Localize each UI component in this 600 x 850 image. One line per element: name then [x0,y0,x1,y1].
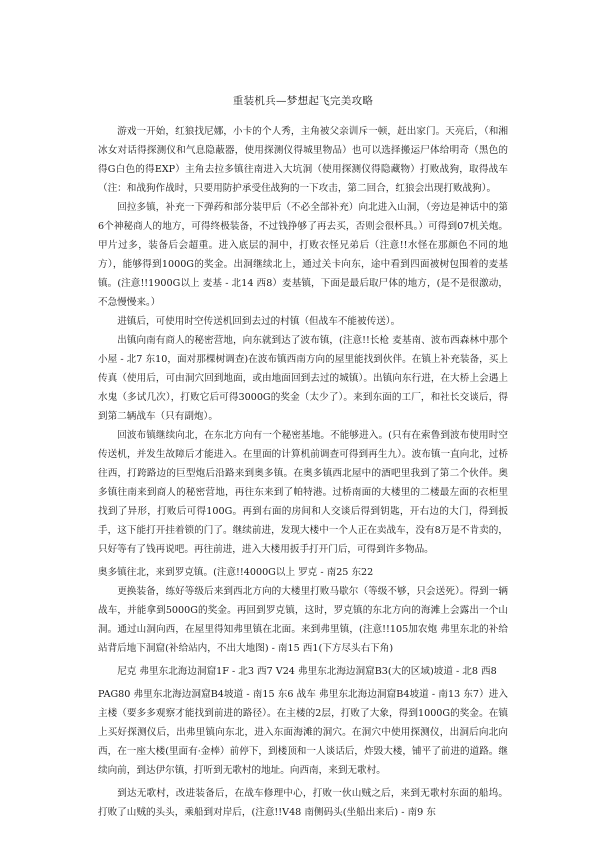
paragraph-wuge-village: 到达无歌村，改进装备后，在战车修理中心，打败一伙山贼之后，来到无歌村东面的船坞。打败了山贼的头头，乘船到对岸后，(注意!!V48 南侧码头(坐船出来后) - 南9 东 [98,788,508,818]
paragraph-teleporter: 进镇后，可使用时空传送机回到去过的村镇（但战车不能被传送）。 [117,316,401,327]
paragraph-rock-town: 奥多镇往北，来到罗克镇。(注意!!4000G以上 罗克 - 南25 东22 [98,567,374,578]
document-title: 重装机兵—梦想起飞完美攻略 [232,95,374,107]
paragraph-nick-cave: 尼克 弗里东北海边洞窟1F - 北3 西7 V24 弗里东北海边洞窟B3(大的区域)坡道 - 北8 西8 [117,666,497,677]
paragraph-bobu-town: 出镇向南有商人的秘密营地，向东就到达了波布镇，(注意!!长枪 麦基南、波布西森林中那个小屋 - 北7 东10，面对那棵树调查)在波布镇西南方向的屋里能找到伙伴。在镇上补充装备，买上传真（使用后，可由洞穴回到地面，或由地面回到去过的城镇）。出镇向东行进，在大桥上会遇上水鬼（多试几次），打败它后可得3000G的奖金（太少了）。来到东面的工厂，和社长交谈后，得到第二辆战车（只有副炮）。 [98,335,508,422]
paragraph-opening: 游戏一开始，红狼找尼娜，小卡的个人秀，主角被父亲训斥一顿，赶出家门。天亮后，（和湘冰女对话得探测仪和气息隐蔽器，使用探测仪得城里物品）也可以选择搬运尸体给明奇（黑色的得G白色的得EXP）主角去拉多镇往南进入大坑洞（使用探测仪得隐藏物）打败战狗，取得战车（注：和战狗作战时，只要用防护承受住战狗的一下攻击，第二回合，红狼会出现打败战狗）。 [98,126,508,194]
paragraph-pag80: PAG80 弗里东北海边洞窟B4坡道 - 南15 东6 战车 弗里东北海边洞窟B4坡道 - 南13 东7）进入主楼（要多多观察才能找到前进的路径）。在主楼的2层，打败了大象，得到1000G的奖金。在镇上买好探测仪后，出弗里镇向东北，进入东面海滩的洞穴。在洞穴中使用探测仪，出洞后向北向西，在一座大楼(里面有·金棒）前停下，到楼顶和一人谈话后，炸毁大楼，铺平了前进的道路。继续向前，到达伊尔镇，打听到无歌村的地址。向西南，来到无歌村。 [98,689,508,776]
paragraph-marshall: 更换装备，练好等级后来到西北方向的大楼里打败马歇尔（等级不够，只会送死）。得到一辆战车，并能拿到5000G的奖金。再回到罗克镇，这时，罗克镇的东北方向的海滩上会露出一个山洞。通过山洞向西，在屋里得知弗里镇在北面。来到弗里镇，(注意!!105加农炮 弗里东北的补给站背后地下洞窟(补给站内，不出大地图) - 南15 西1(下方尽头右下角) [98,586,508,654]
paragraph-rado-cave: 回拉多镇，补充一下弹药和部分装甲后（不必全部补充）向北进入山洞，（旁边是神话中的第6个神秘商人的地方，可得终极装备，不过钱挣够了再去买，否则会很杯具。）可得到07机关炮。甲片过多，装备后会超重。进入底层的洞中，打败衣怪兄弟后（注意!!水怪在那颜色不同的地方），能够得到1000G的奖金。出洞继续北上，通过关卡向东，途中看到四面被树包围着的麦基镇。(注意!!1900G以上 麦基 - 北14 西8）麦基镇，下面是最后取尸体的地方，(是不是很激动，不急慢慢来。） [98,202,508,308]
paragraph-odo-town: 回波布镇继续向北，在东北方向有一个秘密基地。不能够进入。(只有在索鲁到波布使用时空传送机，并发生故障后才能进入。在里面的计算机前调查可得到再生九）。波布镇一直向北，过桥往西，打跨路边的巨型炮后沿路来到奥多镇。在奥多镇西北屋中的酒吧里我到了第二个伙伴。奥多镇往南来到商人的秘密营地，再往东来到了帕特港。过桥南面的大楼里的二楼最左面的衣柜里找到了异形，打败后可得100G。再到右面的房间和人交谈后得到钥匙，开右边的大门，得到扳手，这下能打开挂着锁的门了。继续前进，发现大楼中一个人正在卖战车，没有8万是不肯卖的，只好等有了钱再说吧。再往前进，进入大楼用扳手打开门后，可得到许多物品。 [98,430,508,555]
